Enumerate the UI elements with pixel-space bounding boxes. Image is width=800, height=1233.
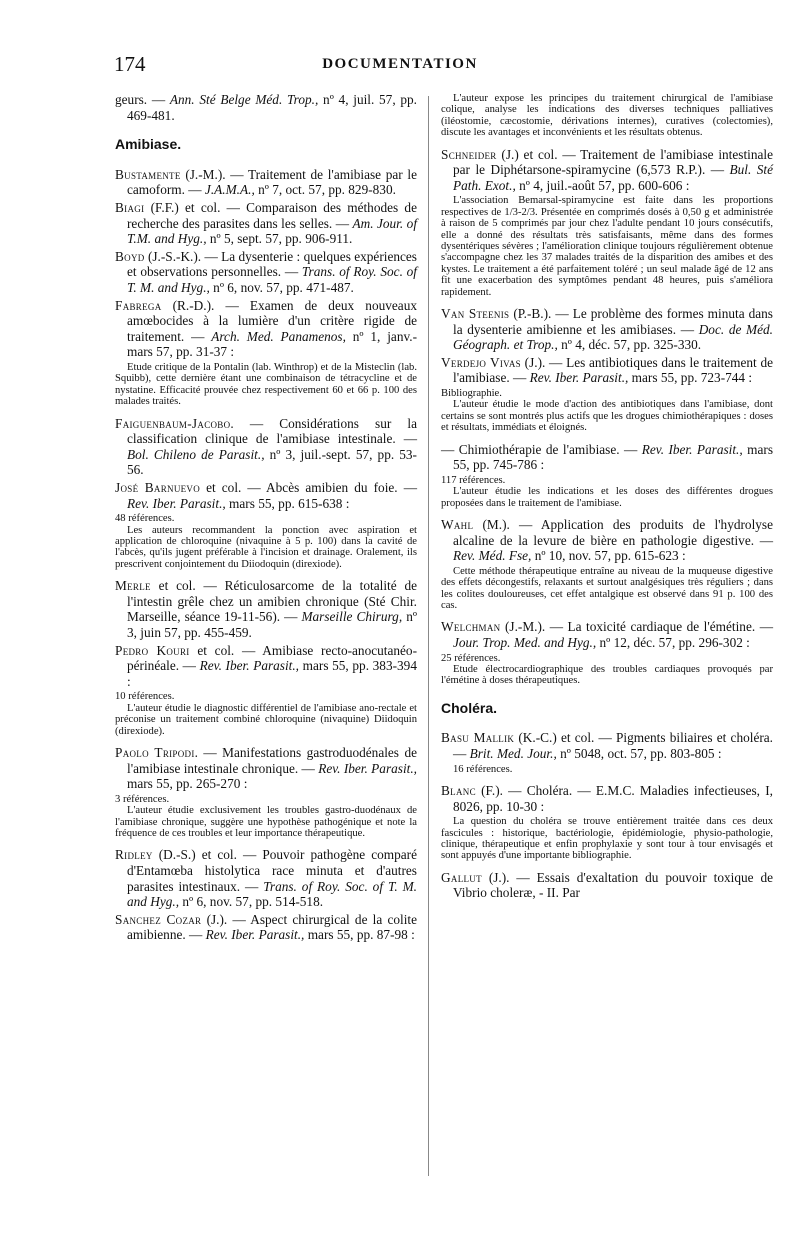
left-column bbox=[115, 92, 417, 945]
abstract-paragraph: L'auteur expose les principes du traitement chirurgical de l'amibiase colique, analyse les indications des diverses techniques palliatives (iléostomie, cæcostomie, dérivations internes), curatives (colectomies), discute les avantages et inconvénients et les résultats obtenus. bbox=[441, 93, 773, 139]
entry-source: Rev. Iber. Parasit., bbox=[641, 441, 743, 457]
entry-reference: mars 55, pp. 615-638 : bbox=[225, 495, 350, 511]
entry-title: (J.-M.). — La toxicité cardiaque de l'émétine. — bbox=[500, 619, 773, 635]
entry-title: (P.-B.). — Le problème des formes minuta dans la dysenterie amibienne et les amibiases. — bbox=[453, 306, 773, 337]
bibliography-entry bbox=[115, 416, 417, 478]
entry-abstract bbox=[115, 794, 417, 840]
entry-abstract bbox=[115, 362, 417, 408]
entry-reference: nº 5, sept. 57, pp. 906-911. bbox=[206, 231, 353, 247]
entry-reference: nº 4, juil. 57, pp. 469-481. bbox=[127, 92, 417, 123]
entry-reference: mars 55, pp. 723-744 : bbox=[628, 370, 753, 386]
bibliography-entry bbox=[441, 870, 773, 901]
bibliography-entry bbox=[115, 298, 417, 360]
entry-title: (J.). — Aspect chirurgical de la colite amibienne. — bbox=[127, 911, 418, 943]
entry-author: Gallut bbox=[441, 869, 482, 885]
entry-source: Rev. Iber. Parasit., bbox=[529, 370, 629, 386]
entry-reference: nº 6, nov. 57, pp. 514-518. bbox=[179, 894, 324, 910]
abstract-paragraph: Cette méthode thérapeutique entraîne au niveau de la muqueuse digestive des effets décongestifs, relaxants et surtout analgésiques très réguliers ; dans les colites douloureuses, cet effet antalgique est observé dans 91 p. 100 des cas. bbox=[441, 565, 773, 612]
entry-reference: nº 5048, oct. 57, pp. 803-805 : bbox=[556, 746, 722, 762]
entry-source: Rev. Iber. Parasit., bbox=[205, 927, 305, 943]
section-heading: Amibiase. bbox=[115, 136, 182, 153]
entry-source: Brit. Med. Jour., bbox=[469, 746, 557, 762]
entry-author: Van Steenis bbox=[441, 306, 510, 322]
bibliography-entry bbox=[441, 355, 773, 386]
entry-title: — Chimiothérapie de l'amibiase. — bbox=[441, 441, 642, 457]
entry-source: Am. Jour. of T.M. and Hyg., bbox=[127, 215, 418, 247]
entry-title: (J.). — Les antibiotiques dans le traitement de l'amibiase. — bbox=[453, 354, 773, 386]
bibliography-entry bbox=[441, 306, 773, 353]
entry-title: (J.-M.). — Traitement de l'amibiase par le camoform. — bbox=[127, 166, 417, 198]
abstract-paragraph: 25 références. bbox=[441, 652, 501, 664]
abstract-paragraph: Etude critique de la Pontalin (lab. Winthrop) et de la Misteclin (lab. Squibb), cette dernière étant une combinaison de tétracycline et de nystatine. Efficacité prouvée chez respectivement 60 et 66 p. 100 des malades traités. bbox=[115, 361, 417, 408]
bibliography-entry bbox=[115, 480, 417, 511]
entry-author: Sanchez Cozar bbox=[115, 911, 202, 927]
entry-title: (K.-C.) et col. — Pigments biliaires et choléra. — bbox=[453, 730, 773, 762]
entry-reference: nº 3, juil.-sept. 57, pp. 53-56. bbox=[127, 446, 417, 478]
entry-title: (F.F.) et col. — Comparaison des méthodes de recherche des parasites dans les selles. — bbox=[127, 199, 417, 231]
entry-source: Trans. of Roy. Soc. of T. M. and Hyg., bbox=[127, 878, 417, 910]
entry-title: et col. — Réticulosarcome de la totalité de l'intestin grêle chez un amibien chronique (Sté Chir. Marseille, séance 19-11-56). — bbox=[127, 578, 417, 625]
entry-title: et col. — Abcès amibien du foie. — bbox=[200, 479, 417, 495]
entry-author: Biagi bbox=[115, 199, 145, 215]
entry-abstract bbox=[441, 816, 773, 862]
bibliography-entry bbox=[115, 167, 417, 198]
bibliography-entry bbox=[441, 442, 773, 473]
entry-abstract bbox=[441, 388, 773, 434]
entry-reference: nº 3, juin 57, pp. 455-459. bbox=[127, 609, 417, 640]
entry-abstract bbox=[115, 513, 417, 570]
entry-author: Welchman bbox=[441, 619, 501, 635]
abstract-paragraph: 16 références. bbox=[453, 763, 513, 775]
entry-reference: nº 1, janv.-mars 57, pp. 31-37 : bbox=[127, 328, 418, 360]
bibliography-entry bbox=[115, 578, 417, 640]
entry-title: geurs. — bbox=[115, 92, 170, 107]
bibliography-entry bbox=[441, 783, 773, 814]
entry-title: (J.-S.-K.). — La dysenterie : quelques expériences et observations personnelles. — bbox=[127, 248, 417, 280]
entry-title: (F.). — Choléra. — E.M.C. Maladies infectieuses, I, 8026, pp. 10-30 : bbox=[453, 783, 773, 814]
entry-author: Bustamente bbox=[115, 166, 181, 182]
entry-author: Faiguenbaum-Jacobo bbox=[115, 415, 231, 431]
entry-title: (M.). — Application des produits de l'hydrolyse alcaline de la levure de bière en pathologie digestive. — bbox=[453, 517, 773, 548]
abstract-paragraph: Etude électrocardiographique des troubles cardiaques provoqués par l'émétine à doses thérapeutiques. bbox=[441, 664, 773, 687]
entry-author: José Barnuevo bbox=[115, 479, 201, 495]
entry-source: Bol. Chileno de Parasit., bbox=[127, 446, 265, 462]
entry-title: . — Considérations sur la classification clinique de l'amibiase intestinale. — bbox=[127, 415, 417, 447]
entry-author: Schneider bbox=[441, 146, 497, 162]
entry-source: Jour. Trop. Med. and Hyg., bbox=[453, 635, 597, 651]
abstract-paragraph: 10 références. bbox=[115, 691, 175, 703]
abstract-paragraph: 48 références. bbox=[115, 513, 175, 525]
entry-source: Bul. Sté Path. Exot., bbox=[453, 162, 773, 193]
entry-abstract bbox=[441, 195, 773, 298]
entry-reference: mars 55, pp. 265-270 : bbox=[127, 776, 248, 792]
entry-source: Ann. Sté Belge Méd. Trop., bbox=[169, 92, 319, 107]
entry-author: Fabrega bbox=[115, 297, 162, 313]
entry-source: Rev. Méd. Fse, bbox=[453, 548, 532, 564]
entry-author: Basu Mallik bbox=[441, 730, 515, 746]
bibliography-entry bbox=[441, 619, 773, 650]
entry-source: J.A.M.A., bbox=[204, 182, 255, 198]
bibliography-entry bbox=[115, 745, 417, 792]
bibliography-entry bbox=[115, 847, 417, 909]
entry-author: Pedro Kouri bbox=[115, 642, 190, 658]
entry-source: Rev. Iber. Parasit., bbox=[127, 495, 226, 511]
page-header bbox=[0, 52, 800, 82]
entry-reference: nº 6, nov. 57, pp. 471-487. bbox=[209, 279, 354, 295]
entry-source: Marseille Chirurg, bbox=[301, 609, 403, 625]
bibliography-entry bbox=[115, 912, 417, 943]
entry-reference: mars 55, pp. 383-394 : bbox=[127, 658, 417, 689]
entry-reference: nº 10, nov. 57, pp. 615-623 : bbox=[531, 548, 686, 564]
entry-reference: nº 4, juil.-août 57, pp. 600-606 : bbox=[515, 177, 690, 193]
entry-title: et col. — Amibiase recto-anocutanéo-périnéale. — bbox=[127, 642, 417, 674]
bibliography-entry bbox=[441, 730, 773, 761]
abstract-paragraph: L'association Bemarsal-spiramycine est faite dans les proportions respectives de 1/3-2/3. Présentée en comprimés dosés à 0,50 g et administrée à raison de 5 comprimés par jour chez l'adulte pendant 10 jours consécutifs, elle a donné des résultats très satisfaisants, même dans des formes dysentériques sévères ; l'amélioration clinique toujours régulièrement obtenue s'accompagne chez les 37 malades traités de la disparition des amibes et des kystes. Le traitement a été parfaitement toléré ; un seul malade âgé de 12 ans fit une exacerbation des symptômes pendant 48 heures, puis s'améliora rapidement. bbox=[441, 195, 773, 298]
entry-abstract bbox=[441, 764, 773, 775]
bibliography-entry bbox=[441, 147, 773, 194]
bibliography-entry bbox=[115, 200, 417, 247]
entry-author: Merle bbox=[115, 578, 151, 594]
bibliography-entry bbox=[115, 92, 417, 123]
abstract-paragraph: L'auteur étudie le mode d'action des antibiotiques dans l'amibiase, dont certains se sont montrés plus actifs que les drogues chimiothérapiques : doses et résultats, immédiats et éloignés. bbox=[441, 399, 773, 434]
entry-title: (R.-D.). — Examen de deux nouveaux amœbocides à la lumière d'un critère rigide de traitement. — bbox=[127, 297, 417, 344]
entry-title: (J.). — Essais d'exaltation du pouvoir toxique de Vibrio choleræ, - II. Par bbox=[453, 869, 773, 901]
entry-source: Arch. Med. Panamenos, bbox=[211, 328, 346, 344]
entry-reference: nº 12, déc. 57, pp. 296-302 : bbox=[596, 635, 750, 651]
page-number: 174 bbox=[114, 52, 146, 76]
entry-abstract bbox=[441, 653, 773, 687]
entry-source: Rev. Iber. Parasit., bbox=[318, 760, 417, 776]
column-divider bbox=[428, 96, 429, 1176]
section-heading: Choléra. bbox=[441, 699, 498, 716]
entry-source: Trans. of Roy. Soc. of T. M. and Hyg., bbox=[127, 264, 417, 295]
entry-abstract bbox=[115, 691, 417, 737]
entry-abstract bbox=[441, 566, 773, 612]
entry-author: Boyd bbox=[115, 248, 145, 264]
abstract-paragraph: La question du choléra se trouve entièrement traitée dans ces deux fascicules : historique, bactériologie, épidémiologie, physio-pathologie, clinique, thérapeutique et enfin prophylaxie y sont tour à tour envisagés et sont appuyés d'une importante bibliographie. bbox=[441, 816, 773, 862]
entry-abstract bbox=[441, 475, 773, 509]
entry-title: (J.) et col. — Traitement de l'amibiase intestinale par le Diphétarsone-spiramycine (6,573 R.P.). — bbox=[453, 146, 773, 178]
abstract-paragraph: 3 références. bbox=[115, 793, 170, 805]
abstract-paragraph: Bibliographie. bbox=[441, 388, 502, 400]
abstract-paragraph: L'auteur étudie les indications et les doses des différentes drogues proposées dans le traitement de l'amibiase. bbox=[441, 486, 773, 509]
entry-abstract bbox=[441, 93, 773, 139]
entry-source: Rev. Iber. Parasit., bbox=[199, 658, 299, 674]
entry-title: (D.-S.) et col. — Pouvoir pathogène comparé d'Entamœba histolytica race minuta et d'autres parasites intestinaux. — bbox=[127, 847, 417, 894]
entry-reference: mars 55, pp. 87-98 : bbox=[304, 927, 415, 943]
entry-reference: nº 4, déc. 57, pp. 325-330. bbox=[557, 337, 702, 353]
abstract-paragraph: 117 références. bbox=[441, 474, 506, 486]
entry-author: Ridley bbox=[115, 847, 153, 863]
bibliography-entry bbox=[441, 517, 773, 564]
abstract-paragraph: Les auteurs recommandent la ponction avec aspiration et application de chloroquine (nivaquine à 5 p. 100) dans la cavité de l'abcès, qu'ils jugent préférable à l'incision et drainage. Oralement, ils prescrivent conjointement du Diiodoquin (direxiode). bbox=[115, 524, 417, 570]
entry-author: Paolo Tripodi bbox=[115, 744, 195, 760]
right-column bbox=[441, 92, 773, 903]
entry-title: . — Manifestations gastroduodénales de l'amibiase intestinale chronique. — bbox=[127, 744, 417, 776]
entry-reference: mars 55, pp. 745-786 : bbox=[453, 441, 774, 473]
abstract-paragraph: L'auteur étudie exclusivement les troubles gastro-duodénaux de l'amibiase chronique, suggère une hypothèse pathogénique et note la fréquence de ces troubles et leur importance thérapeutique. bbox=[115, 805, 417, 839]
bibliography-entry bbox=[115, 249, 417, 296]
bibliography-entry bbox=[115, 643, 417, 690]
entry-author: Verdejo Vivas bbox=[441, 354, 521, 370]
abstract-paragraph: L'auteur étudie le diagnostic différentiel de l'amibiase ano-rectale et préconise un traitement combiné chloroquine (nivaquine) Diidoquin (direxiode). bbox=[115, 702, 417, 737]
running-title: DOCUMENTATION bbox=[322, 56, 478, 72]
entry-reference: nº 7, oct. 57, pp. 829-830. bbox=[254, 182, 396, 198]
entry-source: Doc. de Méd. Géograph. et Trop., bbox=[453, 321, 773, 353]
entry-author: Wahl bbox=[441, 517, 474, 533]
entry-author: Blanc bbox=[441, 783, 476, 799]
